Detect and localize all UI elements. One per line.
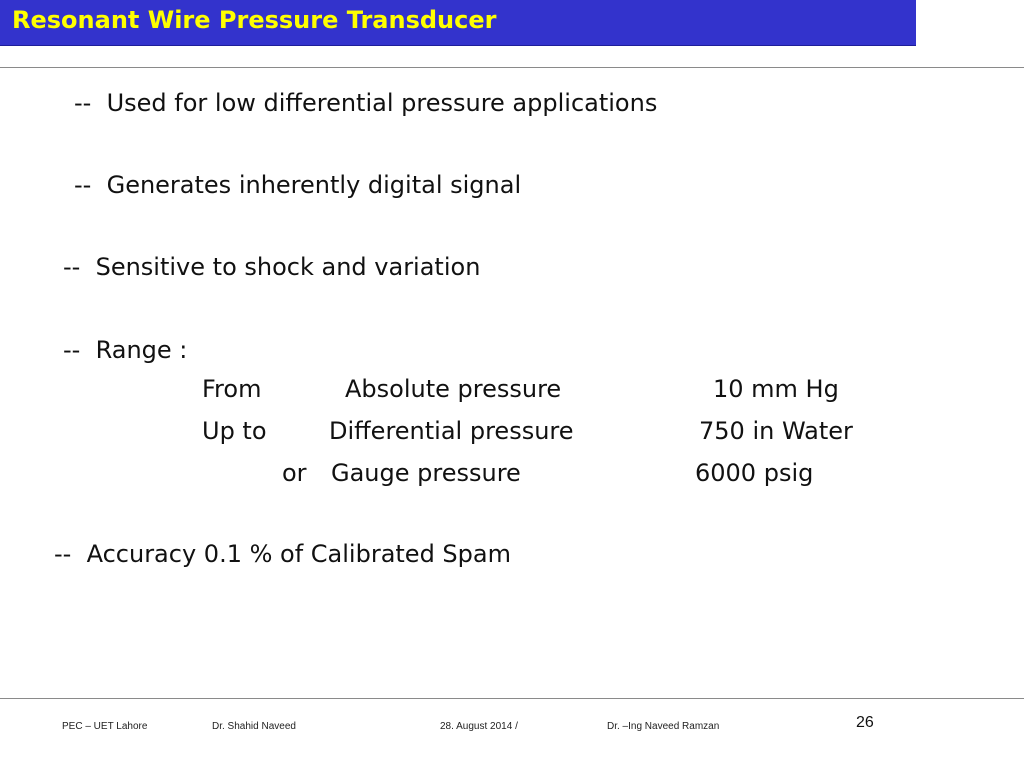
range-prefix: Up to bbox=[202, 417, 267, 445]
range-prefix: From bbox=[202, 375, 262, 403]
slide-title: Resonant Wire Pressure Transducer bbox=[12, 6, 497, 34]
footer-coauthor: Dr. –Ing Naveed Ramzan bbox=[607, 721, 720, 732]
footer-author: Dr. Shahid Naveed bbox=[212, 721, 296, 732]
footer-institution: PEC – UET Lahore bbox=[62, 721, 148, 732]
bullet-item bbox=[74, 170, 521, 200]
footer-date: 28. August 2014 / bbox=[440, 721, 518, 732]
range-value: 6000 psig bbox=[695, 459, 814, 487]
bullet-item bbox=[63, 252, 480, 282]
bullet-item bbox=[63, 335, 187, 365]
range-value: 750 in Water bbox=[699, 417, 853, 445]
bullet-dash: -- bbox=[54, 540, 72, 568]
bullet-dash: -- bbox=[74, 171, 92, 199]
header-divider bbox=[0, 67, 1024, 68]
range-type: Absolute pressure bbox=[345, 375, 562, 403]
bullet-text: Generates inherently digital signal bbox=[106, 171, 522, 199]
bullet-text: Range : bbox=[95, 336, 188, 364]
bullet-dash: -- bbox=[74, 89, 92, 117]
page-number: 26 bbox=[856, 714, 874, 731]
bullet-text: Accuracy 0.1 % of Calibrated Spam bbox=[86, 540, 511, 568]
title-bar bbox=[0, 0, 916, 46]
bullet-item bbox=[54, 539, 511, 569]
range-value: 10 mm Hg bbox=[713, 375, 839, 403]
range-prefix: or bbox=[282, 459, 307, 487]
bullet-text: Sensitive to shock and variation bbox=[95, 253, 481, 281]
bullet-dash: -- bbox=[63, 253, 81, 281]
bullet-dash: -- bbox=[63, 336, 81, 364]
footer-divider bbox=[0, 698, 1024, 699]
range-type: Differential pressure bbox=[329, 417, 574, 445]
bullet-text: Used for low differential pressure applications bbox=[106, 89, 658, 117]
bullet-item bbox=[74, 88, 657, 118]
range-type: Gauge pressure bbox=[331, 459, 521, 487]
